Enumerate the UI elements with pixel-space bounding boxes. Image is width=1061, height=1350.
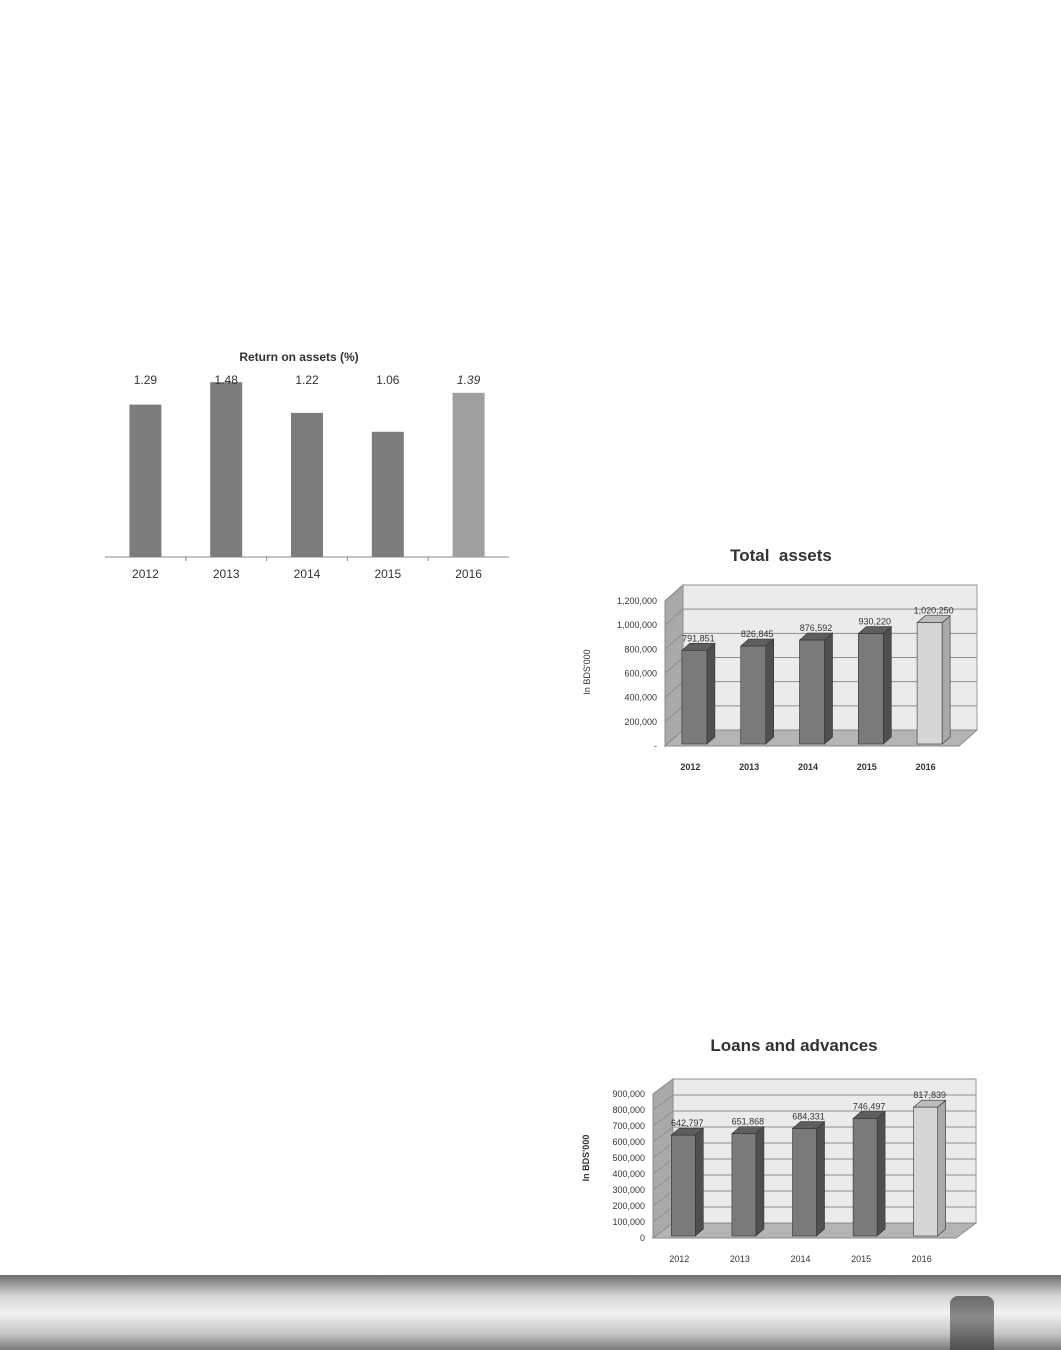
total-assets-x-tick-2012: 2012 [680,762,701,770]
total-assets-x-tick-2016: 2016 [915,762,936,770]
roa-chart-title: Return on assets (%) [239,350,359,364]
roa-x-tick-2016: 2016 [455,567,482,581]
total-assets-x-tick-2015: 2015 [856,762,877,770]
loans-chart [578,1030,990,1265]
loans-bar-2014 [793,1129,817,1236]
total-assets-title: Total assets [730,546,832,565]
loans-bar-side-2014 [817,1122,825,1236]
total-assets-ylabel: In BDS'000 [582,649,592,695]
total-assets-bar-2013 [741,646,766,744]
loans-x-tick-2015: 2015 [851,1254,872,1264]
loans-value-label-2012: 642,797 [671,1118,704,1129]
roa-x-tick-2012: 2012 [132,567,159,581]
roa-bar-2012 [129,405,161,557]
total-assets-y-tick-2: 400,000 [624,692,657,703]
loans-x-tick-2012: 2012 [669,1254,690,1264]
total-assets-bar-2014 [800,640,825,744]
roa-chart-svg [95,340,520,590]
total-assets-bar-side-2014 [825,633,833,744]
total-assets-value-label-2014: 876,592 [799,623,833,634]
roa-bar-2016 [453,393,485,557]
roa-bar-2014 [291,413,323,557]
loans-title: Loans and advances [710,1036,878,1055]
total-assets-bar-2012 [682,650,707,744]
loans-bar-2015 [853,1119,877,1236]
loans-bar-2013 [732,1134,756,1236]
total-assets-y-tick-5: 1,000,000 [616,620,657,631]
roa-chart [95,340,520,590]
roa-bar-2015 [372,432,404,557]
roa-x-tick-2014: 2014 [293,567,321,581]
loans-y-tick-2: 200,000 [612,1201,645,1211]
total-assets-bar-side-2015 [883,627,891,744]
loans-ylabel: In BDS'000 [581,1134,591,1182]
loans-x-tick-2013: 2013 [729,1254,750,1264]
total-assets-y-tick-6: 1,200,000 [616,596,657,606]
loans-bar-2012 [671,1135,695,1236]
roa-bar-2013 [210,382,242,557]
total-assets-y-tick-3: 600,000 [624,668,657,679]
total-assets-value-label-2012: 791,851 [682,633,715,644]
loans-chart-svg [578,1030,990,1265]
total-assets-y-tick-1: 200,000 [624,716,657,727]
loans-y-tick-1: 100,000 [612,1217,645,1227]
loans-x-tick-2016: 2016 [911,1254,932,1264]
total-assets-value-label-2015: 930,220 [858,616,892,627]
roa-value-label-2012: 1.29 [133,373,158,387]
loans-value-label-2015: 746,497 [852,1101,886,1112]
roa-value-label-2013: 1.48 [214,373,238,387]
loans-value-label-2013: 651,868 [731,1116,765,1127]
loans-y-tick-4: 400,000 [612,1169,645,1179]
total-assets-bar-2015 [858,634,883,744]
loans-bar-2016 [914,1107,938,1236]
footer-band [0,1275,1061,1350]
loans-y-tick-0: 0 [639,1233,645,1243]
loans-y-tick-5: 500,000 [612,1153,645,1163]
loans-y-tick-9: 900,000 [612,1089,645,1099]
total-assets-bar-side-2013 [766,639,774,744]
roa-value-label-2016: 1.39 [456,373,481,387]
loans-bar-side-2016 [938,1100,946,1236]
loans-bar-side-2012 [695,1128,703,1236]
roa-x-tick-2013: 2013 [212,567,240,581]
total-assets-x-tick-2014: 2014 [797,762,819,770]
loans-x-tick-2014: 2014 [790,1254,811,1264]
loans-y-tick-8: 800,000 [612,1105,645,1115]
loans-y-tick-6: 600,000 [612,1137,645,1147]
roa-x-tick-2015: 2015 [374,567,402,581]
roa-value-label-2014: 1.22 [295,373,319,387]
loans-y-tick-3: 300,000 [612,1185,645,1195]
total-assets-value-label-2016: 1,020,250 [913,605,954,616]
total-assets-x-tick-2013: 2013 [739,762,760,770]
total-assets-chart-svg [580,540,990,770]
total-assets-y-tick-4: 800,000 [624,644,657,655]
total-assets-bar-side-2012 [707,643,715,744]
loans-value-label-2014: 684,331 [792,1111,825,1122]
loans-y-tick-7: 700,000 [612,1121,645,1131]
roa-value-label-2015: 1.06 [376,373,400,387]
loans-bar-side-2013 [756,1127,764,1236]
loans-bar-side-2015 [877,1112,885,1236]
total-assets-value-label-2013: 826,845 [740,629,774,640]
total-assets-bar-side-2016 [942,616,950,744]
loans-value-label-2016: 817,839 [913,1090,946,1101]
total-assets-bar-2016 [917,623,942,744]
total-assets-chart [580,540,990,770]
page-number-tab [950,1296,994,1350]
total-assets-y-tick-0: - [654,741,657,751]
